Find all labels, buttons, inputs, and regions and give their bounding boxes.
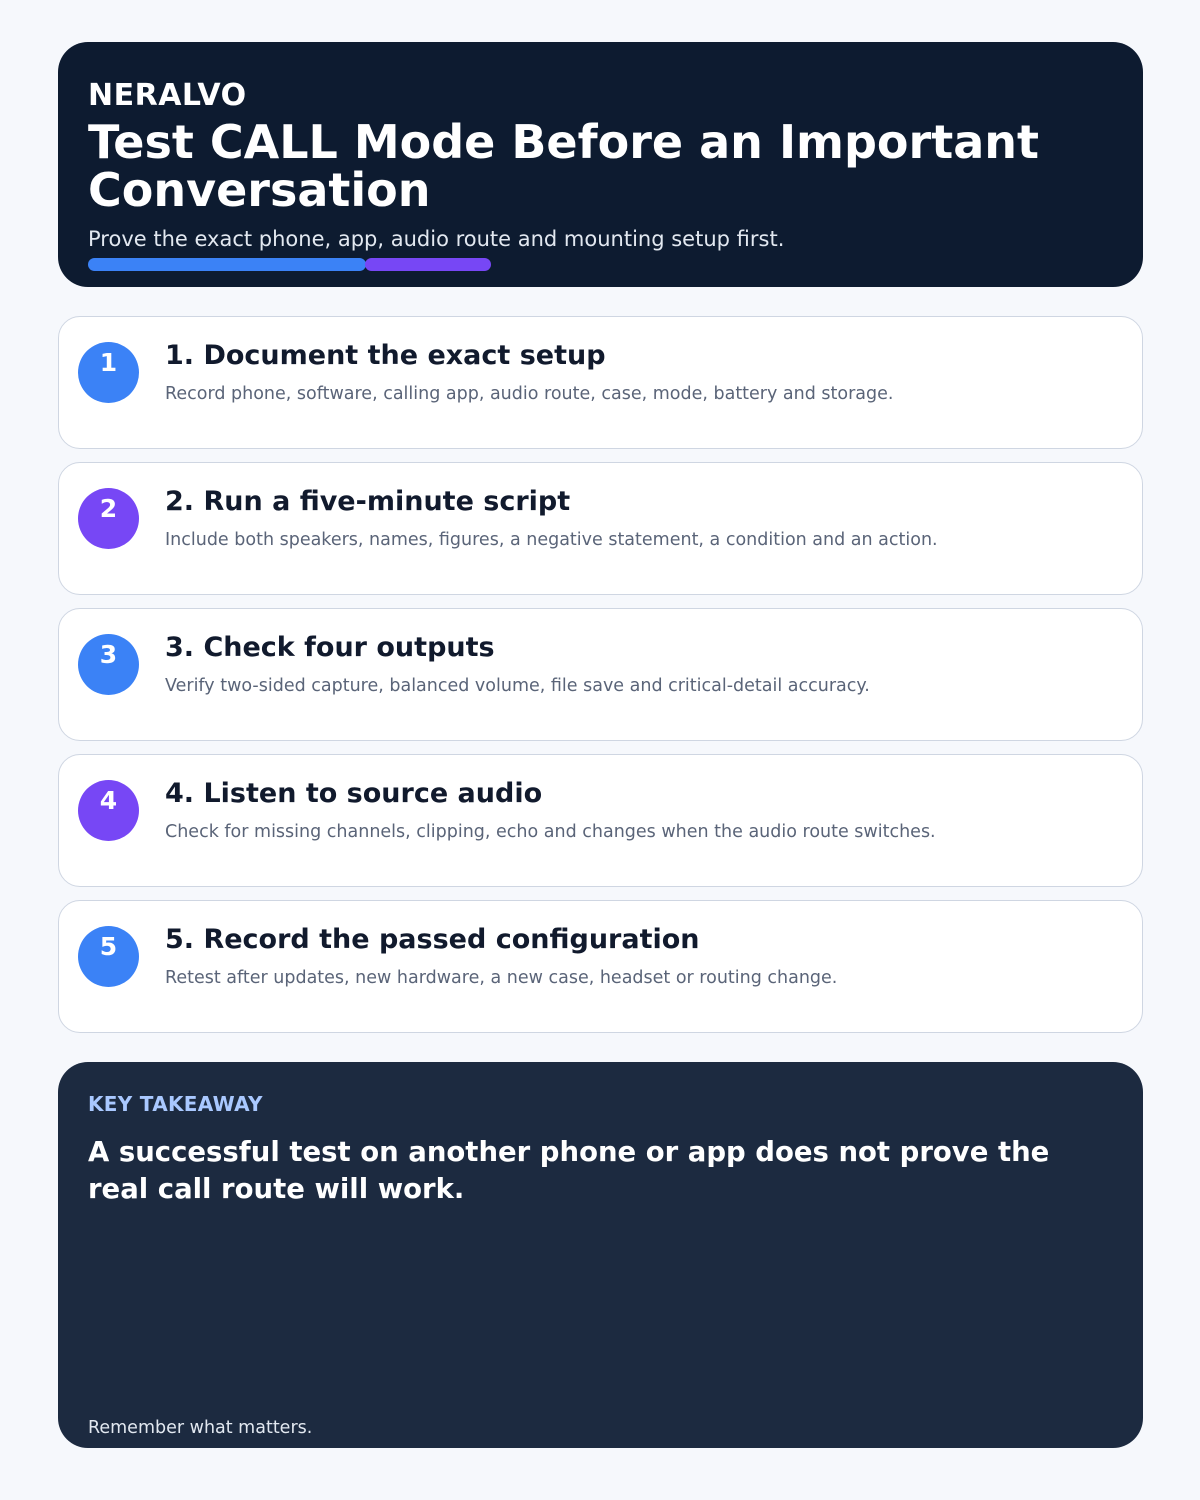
takeaway-footer: Remember what matters. bbox=[88, 1418, 313, 1438]
page-subtitle: Prove the exact phone, app, audio route and mounting setup first. bbox=[88, 227, 785, 251]
key-takeaway-card bbox=[58, 1062, 1143, 1448]
step-title: 5. Record the passed configuration bbox=[165, 924, 700, 955]
step-number-badge: 3 bbox=[78, 634, 139, 695]
step-number-badge: 4 bbox=[78, 780, 139, 841]
step-description: Record phone, software, calling app, audio route, case, mode, battery and storage. bbox=[165, 384, 894, 404]
accent-segment-purple bbox=[365, 258, 491, 271]
step-title: 3. Check four outputs bbox=[165, 632, 495, 663]
step-card-5 bbox=[58, 900, 1143, 1033]
steps-list bbox=[58, 316, 1143, 1046]
step-card-2 bbox=[58, 462, 1143, 595]
step-title: 4. Listen to source audio bbox=[165, 778, 543, 809]
brand-name: NERALVO bbox=[88, 78, 247, 113]
takeaway-label: KEY TAKEAWAY bbox=[88, 1092, 263, 1116]
step-description: Include both speakers, names, figures, a negative statement, a condition and an action. bbox=[165, 530, 938, 550]
accent-segment-blue bbox=[88, 258, 366, 271]
step-title: 2. Run a five-minute script bbox=[165, 486, 571, 517]
step-description: Retest after updates, new hardware, a new case, headset or routing change. bbox=[165, 968, 838, 988]
step-number-badge: 5 bbox=[78, 926, 139, 987]
step-number-badge: 1 bbox=[78, 342, 139, 403]
step-number-badge: 2 bbox=[78, 488, 139, 549]
step-card-3 bbox=[58, 608, 1143, 741]
step-description: Check for missing channels, clipping, echo and changes when the audio route switches. bbox=[165, 822, 936, 842]
accent-bar bbox=[88, 258, 491, 271]
step-card-1 bbox=[58, 316, 1143, 449]
step-title: 1. Document the exact setup bbox=[165, 340, 606, 371]
page-title: Test CALL Mode Before an Important Conversation bbox=[88, 115, 1039, 217]
takeaway-text: A successful test on another phone or app does not prove the real call route will work. bbox=[88, 1136, 1050, 1205]
step-card-4 bbox=[58, 754, 1143, 887]
step-description: Verify two-sided capture, balanced volume, file save and critical-detail accuracy. bbox=[165, 676, 870, 696]
header-card bbox=[58, 42, 1143, 287]
